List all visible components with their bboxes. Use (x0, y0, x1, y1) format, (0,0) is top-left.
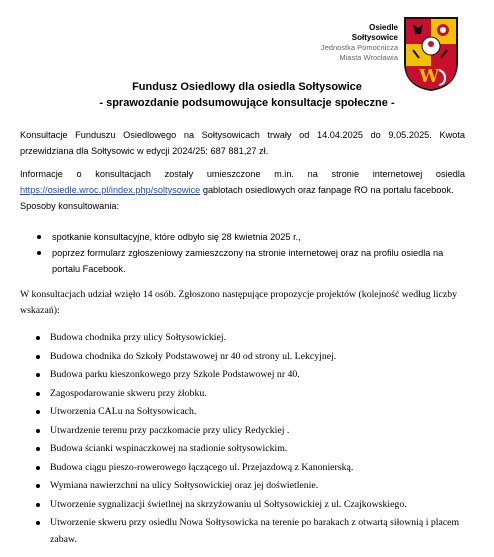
proposal-text: Budowa ciągu pieszo-rowerowego łączącego ul. Przejazdową z Kanonierską. (50, 461, 354, 473)
bullet-icon (37, 251, 41, 255)
list-item (20, 423, 470, 440)
svg-text:W: W (419, 66, 440, 87)
info-text-before: Informacje o konsultacjach zostały umieszczone m.in. na stronie internetowej osiedla (20, 169, 465, 179)
bullet-icon (36, 466, 40, 470)
proposal-text: Budowa chodnika do Szkoły Podstawowej nr 40 od strony ul. Lekcyjnej. (50, 350, 337, 362)
org-name-line1: Osiedle (369, 23, 398, 32)
proposal-text: Budowa ścianki wspinaczkowej na stadionie sołtysowickim. (50, 443, 288, 454)
title-line2: - sprawozdanie podsumowujące konsultacje społeczne - (99, 97, 395, 109)
summary-text: W konsultacjach udział wzięło 14 osób. Zgłoszono następujące propozycje projektów (kolejność według liczby wskazań): (20, 289, 458, 316)
list-item (20, 515, 470, 548)
proposal-text: Zagospodarowanie skweru przy żłobku. (50, 387, 207, 399)
bullet-icon (36, 503, 40, 507)
bullet-icon (36, 447, 40, 451)
bullet-icon (36, 355, 40, 359)
page-header (0, 0, 494, 90)
org-sub-line1: Jednostka Pomocnicza (320, 43, 398, 52)
intro-paragraph-2 (20, 166, 465, 214)
methods-heading: Sposoby konsultowania: (20, 201, 120, 211)
org-name-line2: Sołtysowice (351, 33, 398, 42)
list-item (20, 349, 470, 366)
list-item (20, 330, 470, 347)
proposal-text: Utworzenie skweru przy osiedlu Nowa Sołtysowicka na terenie po barakach z otwartą siłownią i placem zabaw. (50, 517, 460, 545)
proposal-text: Wymiana nawierzchni na ulicy Sołtysowickiej oraz jej doświetlenie. (50, 480, 319, 491)
list-item (20, 367, 470, 384)
org-sub-line2: Miasta Wrocławia (339, 53, 398, 62)
document-title (0, 79, 494, 111)
list-item (20, 478, 470, 495)
bullet-icon (36, 410, 40, 414)
osiedle-website-link[interactable]: https://osiedle.wroc.pl/index.php/soltysowice (20, 185, 201, 195)
method-text: poprzez formularz zgłoszeniowy zamieszczony na stronie internetowej oraz na profilu osiedla na portalu Facebook. (52, 248, 444, 274)
bullet-icon (36, 429, 40, 433)
bullet-icon (37, 235, 41, 239)
info-text-after: gablotach osiedlowych oraz fanpage RO na portalu facebook. (200, 185, 454, 195)
list-item (20, 460, 470, 477)
info-text (20, 166, 465, 198)
list-item (20, 497, 470, 514)
method-text: spotkanie konsultacyjne, które odbyło się 28 kwietnia 2025 r., (52, 232, 301, 242)
bullet-icon (36, 336, 40, 340)
title-line1: Fundusz Osiedlowy dla osiedla Sołtysowice (132, 81, 362, 93)
organization-name (321, 23, 398, 63)
summary-paragraph (20, 287, 468, 319)
list-item (20, 441, 470, 458)
proposal-text: Budowa chodnika przy ulicy Sołtysowickiej. (50, 332, 227, 343)
proposal-text: Utworzenia CALu na Sołtysowicach. (50, 406, 197, 417)
bullet-icon (36, 484, 40, 488)
proposals-list (20, 330, 470, 550)
list-item (20, 386, 470, 403)
intro-paragraph-1 (20, 127, 465, 159)
list-item (20, 404, 470, 421)
bullet-icon (36, 521, 40, 525)
methods-list (20, 229, 460, 277)
list-item (20, 229, 460, 245)
proposal-text: Utworzenie sygnalizacji świetlnej na skrzyżowaniu ul Sołtysowickiej z ul. Czajkowskiego. (50, 498, 407, 510)
proposal-text: Budowa parku kieszonkowego przy Szkole Podstawowej nr 40. (50, 369, 300, 380)
list-item (20, 245, 460, 277)
consultation-dates-text: Konsultacje Funduszu Osiedlowego na Sołtysowicach trwały od 14.04.2025 do 9.05.2025. Kwota przewidziana dla Sołtysowic w edycji 2024/25: 687 881,27 zł. (20, 130, 465, 156)
bullet-icon (36, 373, 40, 377)
bullet-icon (36, 392, 40, 396)
proposal-text: Utwardzenie terenu przy paczkomacie przy ulicy Redyckiej . (50, 424, 290, 436)
